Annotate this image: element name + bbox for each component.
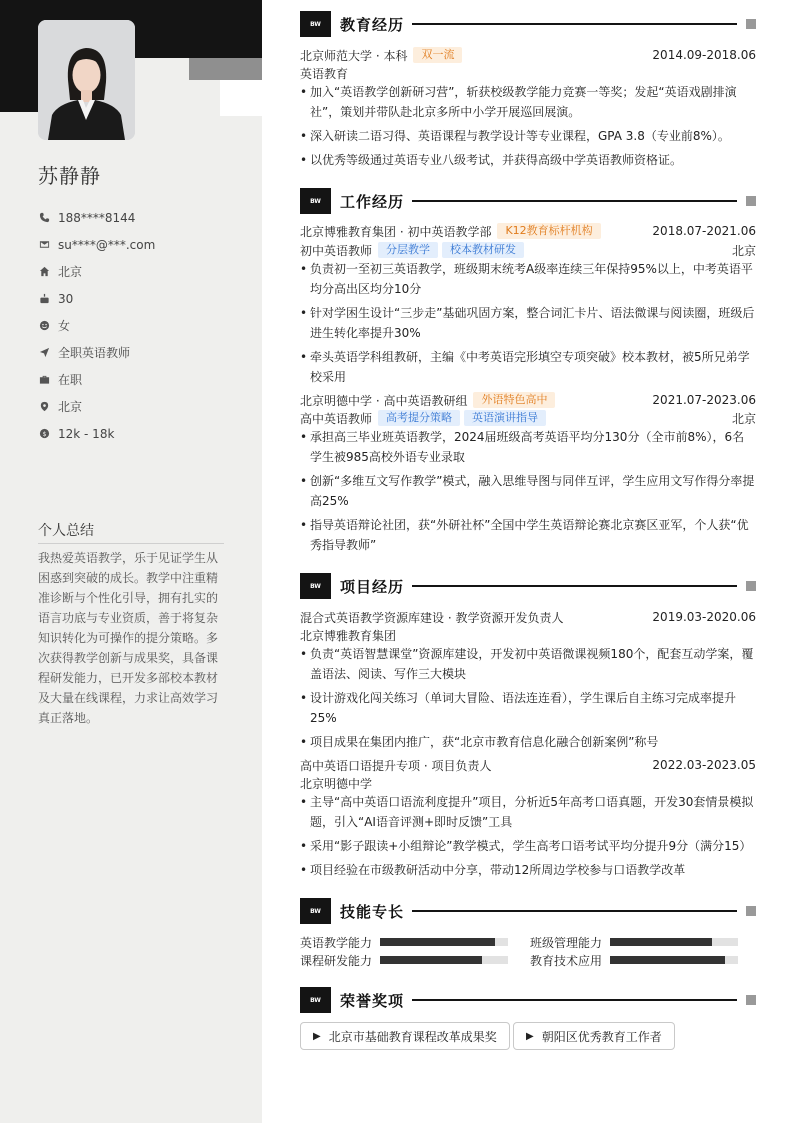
info-home [38,258,155,285]
list-item: • 以优秀等级通过英语专业八级考试，并获得高级中学英语教师资格证。 [300,150,756,170]
list-item: • 负责初一至初三英语教学，班级期末统考A级率连续三年保持95%以上，中考英语平均分高出区均分10分 [300,259,756,299]
info-gender [38,312,155,339]
project-org-row [300,774,756,792]
skill-item [530,951,738,969]
project-org-row [300,626,756,644]
job-date: 2021.07-2023.06 [652,393,756,407]
list-item: • 牵头英语学科组教研，主编《中考英语完形填空专项突破》校本教材，被5所兄弟学校采用 [300,347,756,387]
list-item: • 承担高三毕业班英语教学，2024届班级高考英语平均分130分（全市前8%），6名学生被985高校外语专业录取 [300,427,756,467]
company-tag: 外语特色高中 [473,392,555,408]
info-location [38,393,155,420]
section-square-icon [746,581,756,591]
list-item: • 设计游戏化闯关练习（单词大冒险、语法连连看），学生课后自主练习完成率提升25% [300,688,756,728]
info-text: 12k - 18k [58,426,115,441]
honor-label: 北京市基础教育课程改革成果奖 [328,1029,497,1044]
section-title: 项目经历 [340,577,405,596]
info-status [38,366,155,393]
section-square-icon [746,196,756,206]
role-tag: 校本教材研发 [442,242,524,258]
sidebar-gray-block [189,58,262,80]
job-date: 2018.07-2021.06 [652,224,756,238]
info-text: 188****8144 [58,210,136,225]
education-bullets [300,82,756,174]
skill-bar [610,938,738,946]
info-email [38,231,155,258]
list-item: • 主导“高中英语口语流利度提升”项目，分析近5年高考口语真题，开发30套情景模拟题，引入“AI语音评测+即时反馈”工具 [300,792,756,832]
honor-item [300,1022,510,1050]
info-text: 全职英语教师 [58,346,131,360]
honor-label: 朝阳区优秀教育工作者 [541,1029,662,1044]
portrait-image [38,20,135,140]
job-company-row [300,391,756,409]
section-divider [412,999,737,1001]
skill-bar-fill [610,938,712,946]
project-org: 北京明德中学 [300,776,373,791]
job-role: 初中英语教师 [300,243,373,258]
info-text: su****@***.com [58,237,156,252]
skill-bar [380,956,508,964]
skill-bar-fill [380,956,482,964]
play-triangle-icon: ▶ [526,1030,534,1042]
list-item: • 指导英语辩论社团，获“外研社杯”全国中学生英语辩论赛北京赛区亚军，个人获“优秀指导教师” [300,515,756,555]
cake-icon [38,293,50,305]
profile-photo [38,20,135,140]
skill-bar-fill [610,956,725,964]
job-company: 北京博雅教育集团 · 初中英语教学部 [300,224,492,239]
home-icon [38,266,50,278]
phone-icon [38,212,50,224]
info-age [38,285,155,312]
skill-bar [380,938,508,946]
list-item: • 采用“影子跟读+小组辩论”教学模式，学生高考口语考试平均分提升9分（满分15） [300,836,756,856]
list-item: • 针对学困生设计“三步走”基础巩固方案，整合词汇卡片、语法微课与阅读圈，班级后进生转化率提升30% [300,303,756,343]
section-badge: BW [300,11,331,37]
summary-text: 我热爱英语教学，乐于见证学生从困惑到突破的成长。教学中注重精准诊断与个性化引导，拥有扎实的语言功底与专业资质，善于将复杂知识转化为可操作的提分策略。多次获得教学创新与成果奖，具备课程研发能力，已开发多部校本教材及大量在线课程，力求让高效学习真正落地。 [38,551,219,725]
section-badge: BW [300,188,331,214]
skill-bar [610,956,738,964]
section-divider [412,200,737,202]
project-bullets [300,644,756,756]
job-company-row [300,222,756,240]
project-name: 高中英语口语提升专项 · 项目负责人 [300,758,492,773]
send-icon [38,347,50,359]
project-bullets [300,792,756,884]
contact-info-list [38,204,155,447]
summary-title: 个人总结 [38,520,224,544]
job-bullets [300,259,756,391]
company-tag: K12教育标杆机构 [497,223,600,239]
svg-text:$: $ [41,429,47,438]
section-divider [412,23,737,25]
briefcase-icon [38,374,50,386]
job-city: 北京 [731,243,756,258]
sidebar-white-block [220,80,262,116]
section-title: 教育经历 [340,15,405,34]
section-header-honors [300,987,756,1013]
education-date: 2014.09-2018.06 [652,48,756,62]
info-text: 女 [58,319,71,333]
section-header-skills [300,898,756,924]
info-salary [38,420,155,447]
honor-item [513,1022,675,1050]
job-company: 北京明德中学 · 高中英语教研组 [300,393,468,408]
section-title: 技能专长 [340,902,405,921]
mail-icon [38,239,50,251]
project-name: 混合式英语教学资源库建设 · 教学资源开发负责人 [300,610,564,625]
section-title: 荣誉奖项 [340,991,405,1010]
info-job [38,339,155,366]
skill-label: 英语教学能力 [300,935,373,950]
section-divider [412,910,737,912]
skill-item [300,951,508,969]
skill-label: 教育技术应用 [530,953,603,968]
education-row [300,46,756,64]
project-row [300,608,756,626]
list-item: • 加入“英语教学创新研习营”，斩获校级教学能力竞赛一等奖；发起“英语戏剧排演社”，策划并带队赴北京多所中小学开展巡回展演。 [300,82,756,122]
role-tag: 分层教学 [378,242,438,258]
info-phone [38,204,155,231]
section-title: 工作经历 [340,192,405,211]
role-tag: 英语演讲指导 [464,410,546,426]
info-text: 30 [58,291,74,306]
section-header-projects [300,573,756,599]
section-divider [412,585,737,587]
job-city: 北京 [731,411,756,426]
job-role: 高中英语教师 [300,411,373,426]
info-text: 在职 [58,373,83,387]
school-tag: 双一流 [413,47,462,63]
list-item: • 创新“多维互文写作教学”模式，融入思维导图与同伴互评，学生应用文写作得分率提高25% [300,471,756,511]
sidebar [0,0,262,1123]
skill-item [530,933,738,951]
project-row [300,756,756,774]
section-badge: BW [300,987,331,1013]
sidebar-black-block-left [0,58,38,112]
project-date: 2019.03-2020.06 [652,610,756,624]
skill-label: 课程研发能力 [300,953,373,968]
list-item: • 负责“英语智慧课堂”资源库建设，开发初中英语微课视频180个，配套互动学案，覆盖语法、阅读、写作三大模块 [300,644,756,684]
info-text: 北京 [58,265,83,279]
skill-label: 班级管理能力 [530,935,603,950]
skill-bar-fill [380,938,495,946]
profile-name: 苏静静 [38,164,101,188]
job-role-row [300,409,756,427]
section-square-icon [746,995,756,1005]
job-bullets [300,427,756,559]
school-name: 北京师范大学 · 本科 [300,48,408,63]
section-header-education [300,11,756,37]
list-item: • 项目成果在集团内推广，获“北京市教育信息化融合创新案例”称号 [300,732,756,752]
section-badge: BW [300,898,331,924]
project-org: 北京博雅教育集团 [300,628,397,643]
play-triangle-icon: ▶ [313,1030,321,1042]
section-header-work [300,188,756,214]
location-icon [38,401,50,413]
education-major-row [300,64,756,82]
gender-icon [38,320,50,332]
skill-item [300,933,508,951]
project-date: 2022.03-2023.05 [652,758,756,772]
list-item: • 深入研读二语习得、英语课程与教学设计等专业课程，GPA 3.8（专业前8%）。 [300,126,756,146]
education-major: 英语教育 [300,66,349,81]
info-text: 北京 [58,400,83,414]
section-square-icon [746,19,756,29]
role-tag: 高考提分策略 [378,410,460,426]
section-square-icon [746,906,756,916]
list-item: • 项目经验在市级教研活动中分享，带动12所周边学校参与口语教学改革 [300,860,756,880]
job-role-row [300,241,756,259]
section-badge: BW [300,573,331,599]
salary-icon [38,428,50,440]
